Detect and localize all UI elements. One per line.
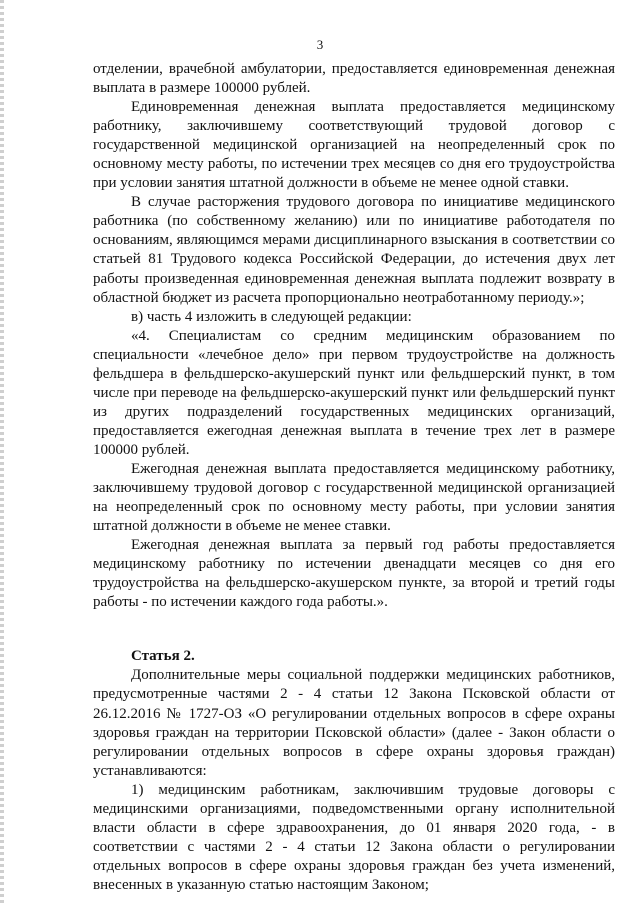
paragraph: В случае расторжения трудового договора по инициативе медицинского работника (по собственному желанию) или по инициативе работодателя по основаниям, являющимся мерами дисциплинарного взыскания в соответствии со статьей 81 Трудового кодекса Российской Федерации, до истечения двух лет работы произведенная единовременная денежная выплата подлежит возврату в областной бюджет из расчета пропорционально неотработанному периоду.»; — [93, 194, 615, 306]
paragraph: Дополнительные меры социальной поддержки медицинских работников, предусмотренные частями 2 - 4 статьи 12 Закона Псковской области от 26.12.2016 № 1727-ОЗ «О регулировании отдельных вопросов в сфере охраны здоровья граждан на территории Псковской области» (далее - Закон области о регулировании отдельных вопросов в сфере охраны здоровья граждан) устанавливаются: — [93, 667, 615, 779]
article-title: Статья 2. — [131, 648, 195, 665]
paragraph: Ежегодная денежная выплата предоставляется медицинскому работнику, заключившему трудовой договор с государственной медицинской организацией на неопределенный срок по основному месту работы, при условии занятия штатной должности в объеме не менее ставки. — [93, 460, 615, 535]
section-gap — [93, 612, 615, 647]
paragraph: «4. Специалистам со средним медицинским образованием по специальности «лечебное дело» при первом трудоустройстве на должность фельдшера в фельдшерско-акушерский пункт или фельдшерский пункт, в том числе при переводе на фельдшерско-акушерский пункт или фельдшерский пункт из других подразделений государственных медицинских организаций, предоставляется ежегодная денежная выплата в течение трех лет в размере 100000 рублей. — [93, 327, 615, 458]
page-number: 3 — [316, 37, 324, 52]
paragraph: Единовременная денежная выплата предоставляется медицинскому работнику, заключившему соответствующий трудовой договор с государственной медицинской организацией на неопределенный срок по основному месту работы, по истечении трех месяцев со дня его трудоустройства при условии занятия штатной должности в объеме не менее одной ставки. — [93, 99, 615, 192]
scan-edge-artifact — [0, 0, 4, 905]
paragraph: в) часть 4 изложить в следующей редакции: — [131, 308, 412, 325]
paragraph: отделении, врачебной амбулатории, предоставляется единовременная денежная выплата в размере 100000 рублей. — [93, 61, 615, 97]
paragraph: Ежегодная денежная выплата за первый год работы предоставляется медицинскому работнику по истечении двенадцати месяцев со дня его трудоустройства на фельдшерско-акушерском пункте, за второй и третий годы работы - по истечении каждого года работы.». — [93, 537, 615, 611]
paragraph: 1) медицинским работникам, заключившим трудовые договоры с медицинскими организациями, подведомственными органу исполнительной власти области в сфере здравоохранения, до 01 января 2020 года, - в соответствии с частями 2 - 4 статьи 12 Закона области о регулировании отдельных вопросов в сфере охраны здоровья граждан без учета изменений, внесенных в указанную статью настоящим Законом; — [93, 781, 615, 893]
document-body — [93, 60, 615, 895]
